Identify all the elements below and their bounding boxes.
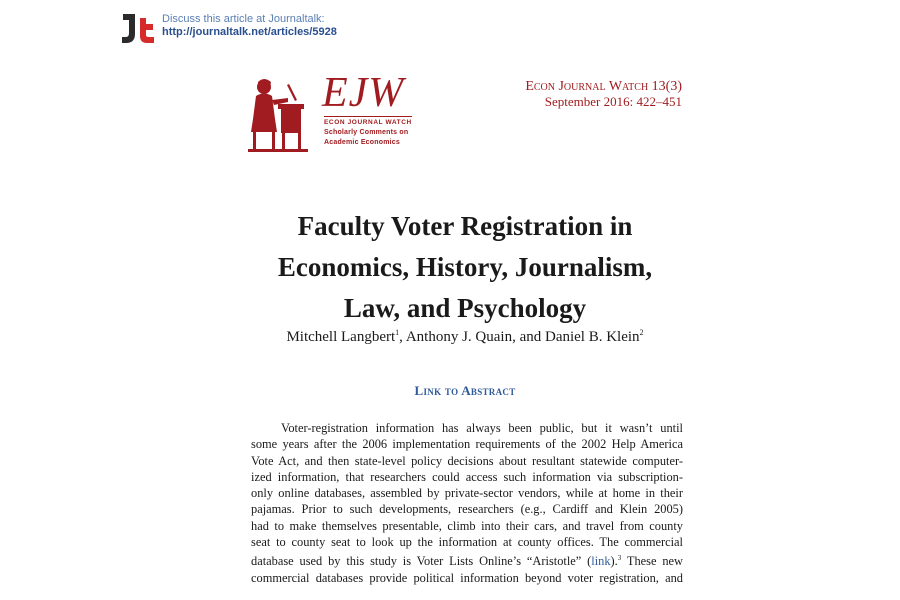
- discuss-label: Discuss this article at Journaltalk:: [162, 13, 325, 25]
- body-line: [251, 550, 683, 569]
- ejw-sub-journal: ECON JOURNAL WATCH: [324, 119, 412, 126]
- title-line: Law, and Psychology: [343, 293, 587, 323]
- body-line: some years after the 2006 implementation requirements of the 2002 Help America: [251, 437, 683, 452]
- link-to-abstract[interactable]: Link to Abstract: [414, 383, 516, 398]
- body-line: had to make themselves presentable, climb into their cars, and travel from county: [251, 518, 683, 533]
- ejw-logo-title: EJW: [322, 70, 405, 116]
- author-name: Mitchell Langbert: [286, 329, 396, 345]
- ejw-logo-subtitle: [324, 118, 412, 148]
- ejw-sub-line3: Academic Economics: [324, 139, 400, 146]
- body-line: Vote Act, and then state-level policy decisions about resultant statewide computer-: [251, 453, 683, 468]
- body-line: Voter-registration information has always been public, but it wasn’t until: [281, 421, 683, 435]
- journaltalk-banner[interactable]: [162, 13, 337, 39]
- ejw-divider: [324, 116, 412, 117]
- title-line: Economics, History, Journalism,: [277, 252, 653, 282]
- article-body: [251, 420, 683, 586]
- journal-name: Econ Journal Watch 13(3): [525, 79, 682, 94]
- journaltalk-logo[interactable]: [120, 12, 158, 44]
- discuss-url-link[interactable]: http://journaltalk.net/articles/5928: [162, 26, 337, 38]
- footnote-marker: 2: [639, 328, 644, 337]
- body-line: pajamas. Prior to such developments, researchers (e.g., Cardiff and Klein 2005): [251, 502, 683, 517]
- body-text-segment: These new: [621, 554, 683, 569]
- journal-reference: [525, 79, 682, 109]
- body-text-segment: ).: [610, 554, 618, 569]
- ejw-sub-line2: Scholarly Comments on: [324, 129, 409, 136]
- article-title: [200, 206, 730, 329]
- title-line: Faculty Voter Registration in: [297, 211, 633, 241]
- body-line: commercial databases provide political information beyond voter registration, and: [251, 570, 683, 585]
- authors: [200, 328, 730, 346]
- body-text-segment: database used by this study is Voter Lists Online’s “Aristotle” (: [251, 554, 592, 569]
- author-names: , Anthony J. Quain, and Daniel B. Klein: [399, 329, 640, 345]
- body-line: seat to county seat to look up the information at county offices. The commercial: [251, 535, 683, 550]
- body-line: ized information, that researchers could access such information via subscription-: [251, 469, 683, 484]
- aristotle-link[interactable]: link: [591, 554, 611, 569]
- writer-at-desk-logo-icon: [248, 74, 308, 154]
- footnote-marker: 1: [395, 328, 400, 337]
- body-line: only online databases, assembled by private-sector vendors, while at home in their: [251, 486, 683, 501]
- footnote-marker: 3: [617, 554, 622, 563]
- journal-date: September 2016: 422–451: [544, 94, 682, 109]
